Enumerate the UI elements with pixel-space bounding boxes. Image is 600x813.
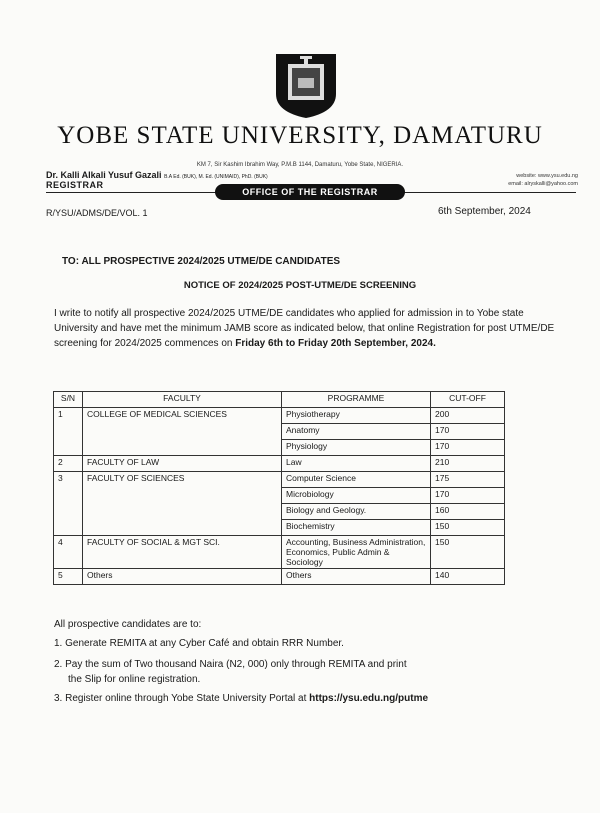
cell-sn: 4 [54,536,83,569]
addressee: TO: ALL PROSPECTIVE 2024/2025 UTME/DE CANDIDATES [62,256,341,267]
university-name: YOBE STATE UNIVERSITY, DAMATURU [57,122,543,149]
instructions [54,617,574,708]
col-faculty: FACULTY [83,392,282,408]
col-sn: S/N [54,392,83,408]
cell-programme: Computer Science [282,472,431,488]
registrar-name [46,170,268,180]
cell-faculty: COLLEGE OF MEDICAL SCIENCES [83,408,282,456]
cell-sn: 3 [54,472,83,536]
website: website: www.ysu.edu.ng [516,173,578,179]
letter-date: 6th September, 2024 [438,206,531,217]
cell-cutoff: 170 [431,440,505,456]
email: email: alryskalli@yahoo.com [508,181,578,187]
cell-programme: Biology and Geology. [282,504,431,520]
cell-programme: Biochemistry [282,520,431,536]
cell-sn: 1 [54,408,83,456]
cell-sn: 2 [54,456,83,472]
cell-cutoff: 140 [431,569,505,585]
step-1: 1. Generate REMITA at any Cyber Café and obtain RRR Number. [54,638,344,649]
col-programme: PROGRAMME [282,392,431,408]
step-3 [54,691,574,706]
table-row [54,536,505,569]
col-cutoff: CUT-OFF [431,392,505,408]
table-row [54,569,505,585]
table-row [54,472,505,488]
cell-faculty: FACULTY OF LAW [83,456,282,472]
cell-programme: Microbiology [282,488,431,504]
portal-link[interactable]: https://ysu.edu.ng/putme [309,693,429,704]
body-dates: Friday 6th to Friday 20th September, 2024. [235,338,436,349]
cell-cutoff: 175 [431,472,505,488]
reference-number: R/YSU/ADMS/DE/VOL. 1 [46,208,148,218]
subject-heading: NOTICE OF 2024/2025 POST-UTME/DE SCREENING [183,280,417,291]
table-row [54,456,505,472]
registrar-name-text: Dr. Kalli Alkali Yusuf Gazali [46,170,162,180]
registrar-qualifications: B.A Ed. (BUK), M. Ed. (UNIMAID), PhD. (BUK) [164,174,268,180]
cell-cutoff: 170 [431,424,505,440]
cell-cutoff: 150 [431,536,505,569]
cell-faculty: Others [83,569,282,585]
cell-programme: Law [282,456,431,472]
cell-cutoff: 200 [431,408,505,424]
cell-cutoff: 210 [431,456,505,472]
step-2-continued: the Slip for online registration. [68,674,201,685]
university-address: KM 7, Sir Kashim Ibrahim Way, P.M.B 1144, Damaturu, Yobe State, NIGERIA. [196,162,404,168]
cell-faculty: FACULTY OF SCIENCES [83,472,282,536]
cell-programme: Physiotherapy [282,408,431,424]
university-crest-logo [272,50,340,120]
cell-faculty: FACULTY OF SOCIAL & MGT SCI. [83,536,282,569]
cutoff-table [53,391,505,585]
body-text: I write to notify all prospective 2024/2025 UTME/DE candidates who applied for admission in to Yobe state University and have met the minimum JAMB score as indicated below, that online Registration for post UTME/DE screening for 2024/2025 commences on [54,308,555,349]
cell-programme: Physiology [282,440,431,456]
cell-cutoff: 150 [431,520,505,536]
cell-sn: 5 [54,569,83,585]
step-3-text: 3. Register online through Yobe State University Portal at [54,693,307,704]
cell-cutoff: 160 [431,504,505,520]
office-banner: OFFICE OF THE REGISTRAR [215,184,405,200]
cell-programme: Others [282,569,431,585]
cell-programme: Anatomy [282,424,431,440]
table-row [54,408,505,424]
cell-programme: Accounting, Business Administration, Economics, Public Admin & Sociology [282,536,431,569]
step-2: 2. Pay the sum of Two thousand Naira (N2, 000) only through REMITA and print [54,659,407,670]
contact-info [508,172,578,188]
registrar-title: REGISTRAR [46,180,104,190]
instructions-intro: All prospective candidates are to: [54,619,202,630]
body-paragraph [54,306,562,351]
cell-cutoff: 170 [431,488,505,504]
